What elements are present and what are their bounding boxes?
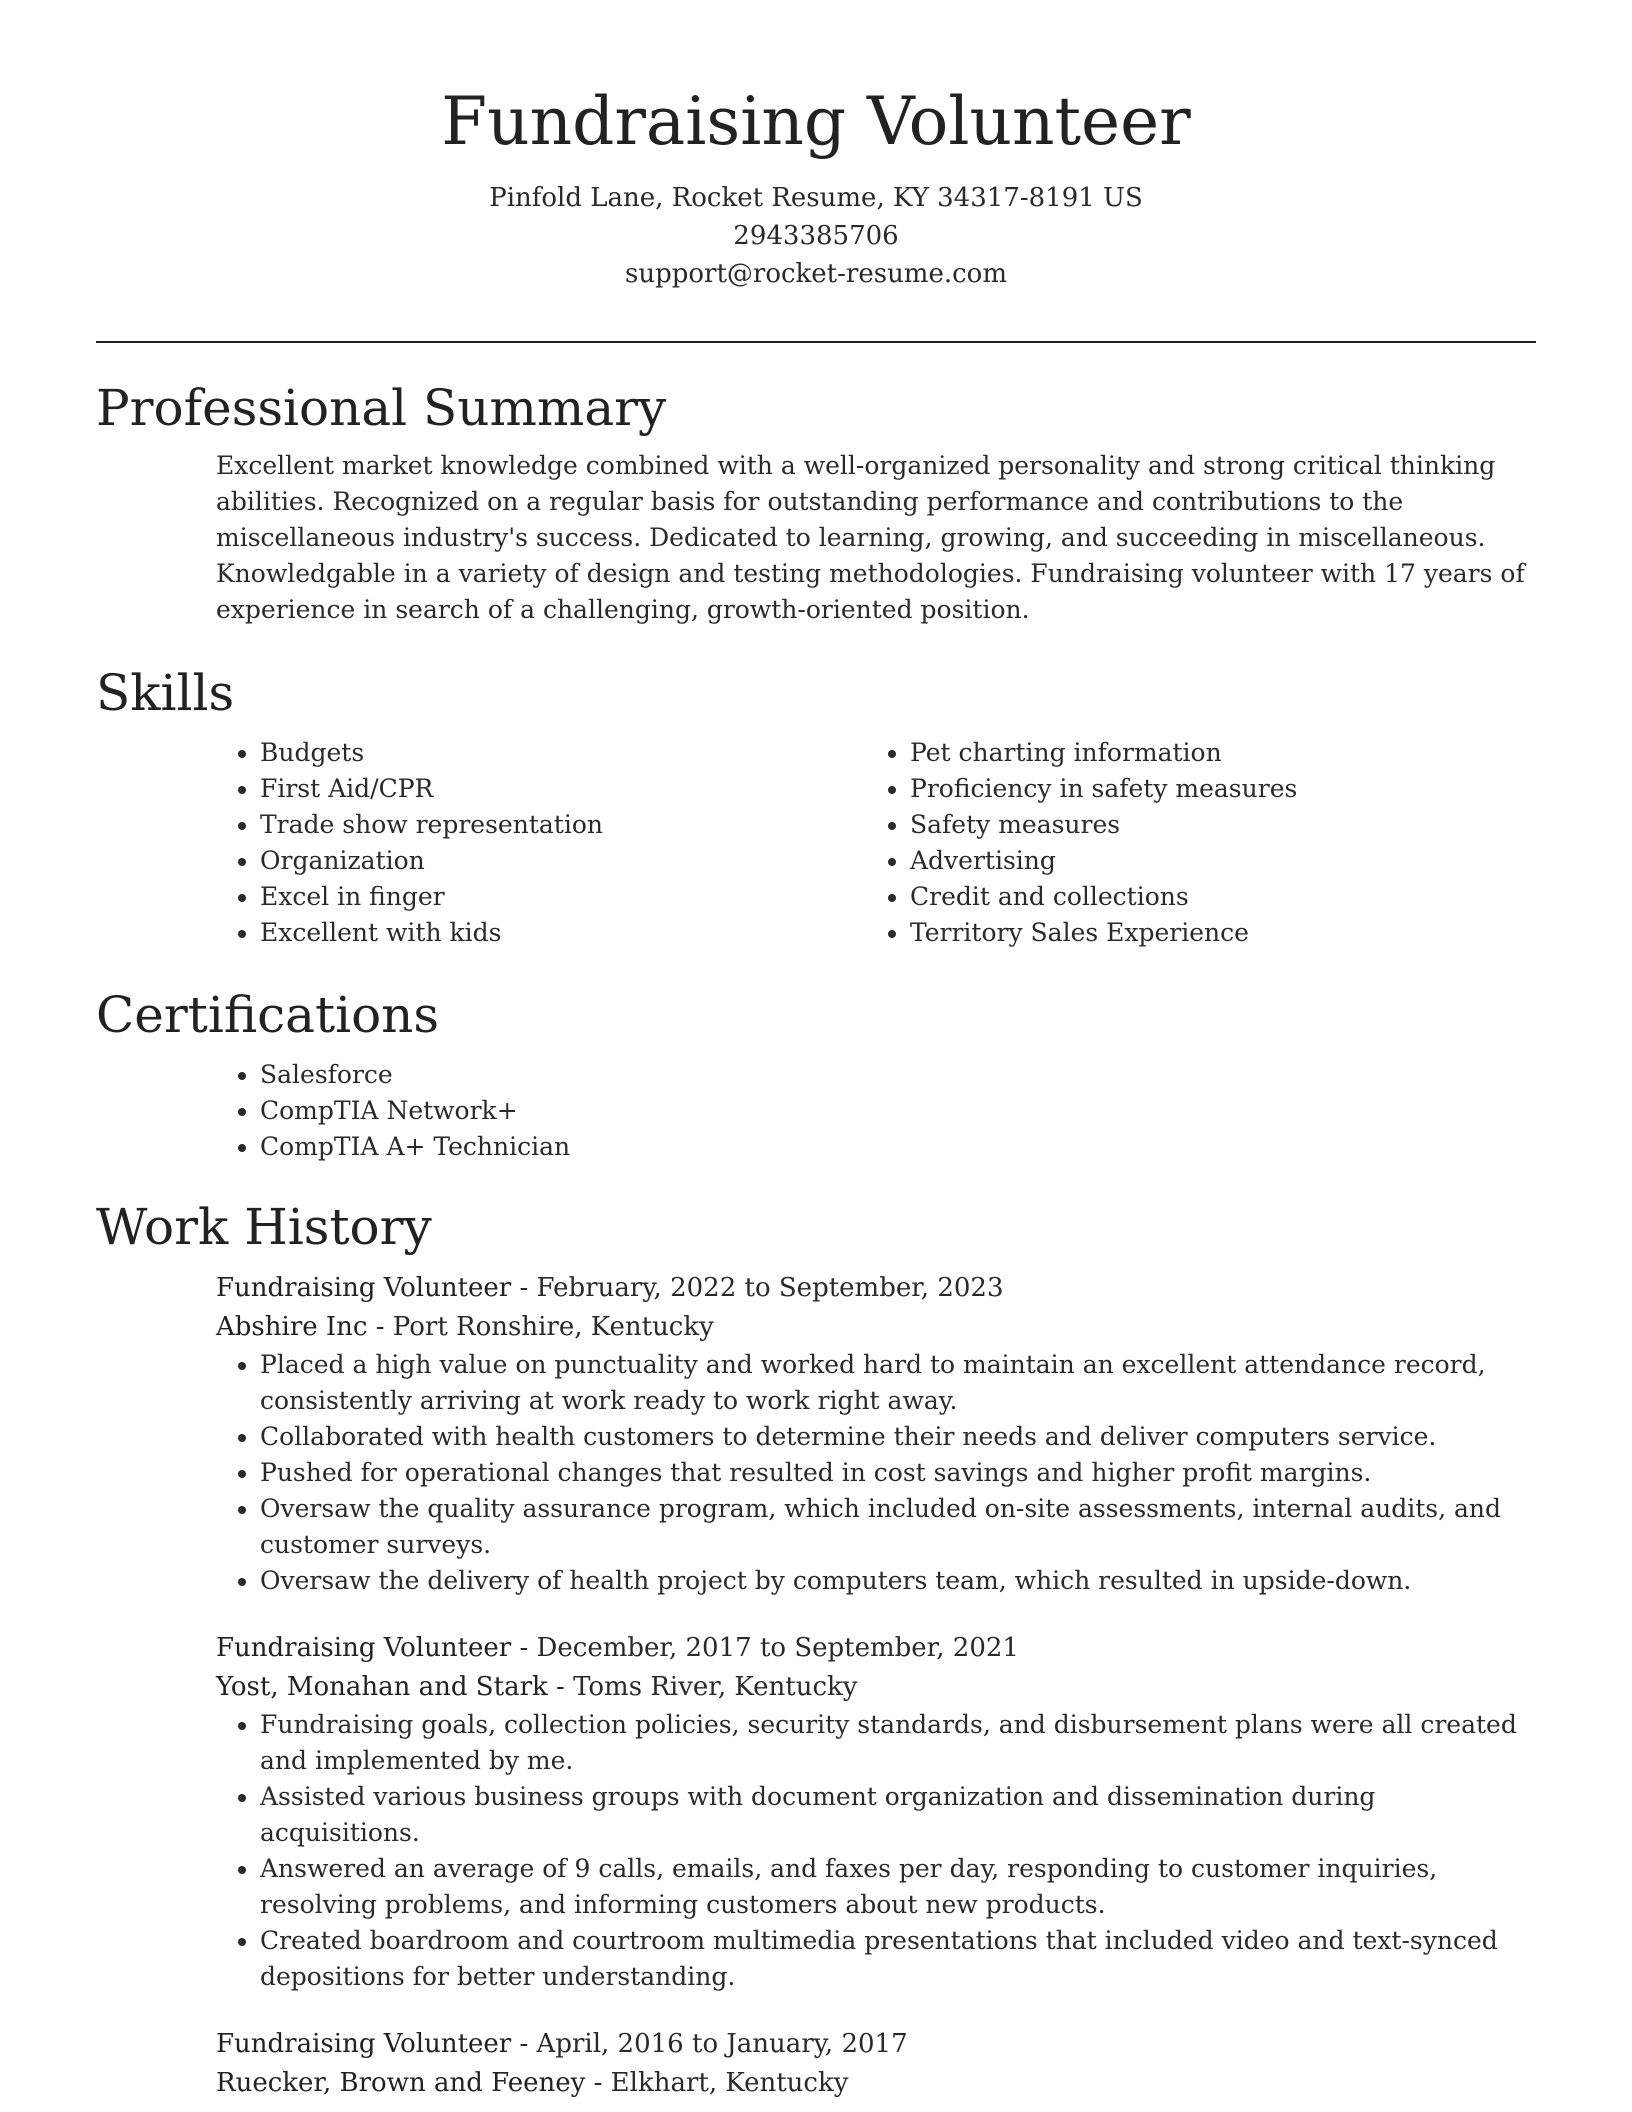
skill-item: • Trade show representation [260,807,866,843]
job-company: Ruecker, Brown and Feeney [216,2068,586,2098]
job-entry [216,2025,1536,2103]
job-duty: • Assisted various business groups with document organization and dissemination during acquisitions. [260,1779,1536,1851]
certifications-heading: Certifications [96,986,440,1044]
job-location: - Port Ronshire, Kentucky [367,1312,714,1342]
job-duties [216,1347,1536,1599]
job-duty: • Oversaw the quality assurance program, which included on-site assessments, internal audits, and customer surveys. [260,1491,1536,1563]
skills-column-left [216,735,866,951]
skills-heading: Skills [96,664,235,722]
job-duty: • Created boardroom and courtroom multimedia presentations that included video and text-synced depositions for better understanding. [260,1923,1536,1995]
skill-item: • Budgets [260,735,866,771]
job-company-line [216,1308,1536,1347]
job-duty: • Answered an average of 9 calls, emails, and faxes per day, responding to customer inquiries, resolving problems, and informing customers about new products. [260,1851,1536,1923]
skill-item: • Credit and collections [910,879,1516,915]
job-title-line [216,1269,1536,1308]
job-duty: • Fundraising goals, collection policies, security standards, and disbursement plans were all created and implemented by me. [260,1707,1536,1779]
email-address: support@rocket-resume.com [624,258,1007,289]
skill-item: • Excel in finger [260,879,866,915]
skills-columns [216,735,1536,951]
work-history-heading: Work History [96,1198,432,1256]
skill-item: • Advertising [910,843,1516,879]
summary-heading: Professional Summary [96,379,667,437]
certification-item: • CompTIA Network+ [260,1093,1536,1129]
certifications-section [96,985,1536,1165]
summary-section [96,378,1536,628]
skill-item: • First Aid/CPR [260,771,866,807]
job-entry [216,1629,1536,1995]
skill-item: • Organization [260,843,866,879]
header-divider [96,341,1536,343]
job-duty: • Collaborated with health customers to determine their needs and deliver computers service. [260,1419,1536,1455]
skill-item: • Territory Sales Experience [910,915,1516,951]
job-duty: • Placed a high value on punctuality and worked hard to maintain an excellent attendance record, consistently arriving at work ready to work right away. [260,1347,1536,1419]
job-role: Fundraising Volunteer [216,1273,512,1303]
job-company: Yost, Monahan and Stark [216,1672,548,1702]
skills-column-right [866,735,1516,951]
work-history-section [96,1197,1536,2103]
job-company-line [216,1668,1536,1707]
skills-section [96,663,1536,951]
job-dates: - April, 2016 to January, 2017 [511,2029,908,2059]
certification-item: • Salesforce [260,1057,1536,1093]
job-title-line [216,1629,1536,1668]
certification-item: • CompTIA A+ Technician [260,1129,1536,1165]
job-duties [216,1707,1536,1995]
job-location: - Toms River, Kentucky [547,1672,858,1702]
candidate-name: Fundraising Volunteer [441,83,1191,160]
skill-item: • Pet charting information [910,735,1516,771]
job-duty: • Oversaw the delivery of health project by computers team, which resulted in upside-down. [260,1563,1536,1599]
job-role: Fundraising Volunteer [216,2029,512,2059]
job-title-line [216,2025,1536,2064]
job-dates: - February, 2022 to September, 2023 [511,1273,1004,1303]
job-dates: - December, 2017 to September, 2021 [511,1633,1019,1663]
phone-number: 2943385706 [733,220,899,251]
skill-item: • Proficiency in safety measures [910,771,1516,807]
job-duty: • Pushed for operational changes that resulted in cost savings and higher profit margins. [260,1455,1536,1491]
job-company: Abshire Inc [216,1312,368,1342]
job-company-line [216,2064,1536,2103]
skill-item: • Excellent with kids [260,915,866,951]
summary-text: Excellent market knowledge combined with a well-organized personality and strong critical thinking abilities. Recognized on a regular basis for outstanding performance and contributions to the miscellaneous industry's success. Dedicated to learning, growing, and succeeding in miscellaneous. Knowledgable in a variety of design and testing methodologies. Fundraising volunteer with 17 years of experience in search of a challenging, growth-oriented position. [216,451,1525,624]
certifications-list [216,1057,1536,1165]
job-entry [216,1269,1536,1599]
resume-header [0,0,1632,293]
address: Pinfold Lane, Rocket Resume, KY 34317-8191 US [489,182,1143,213]
skill-item: • Safety measures [910,807,1516,843]
job-location: - Elkhart, Kentucky [585,2068,849,2098]
contact-info [0,179,1632,293]
job-role: Fundraising Volunteer [216,1633,512,1663]
